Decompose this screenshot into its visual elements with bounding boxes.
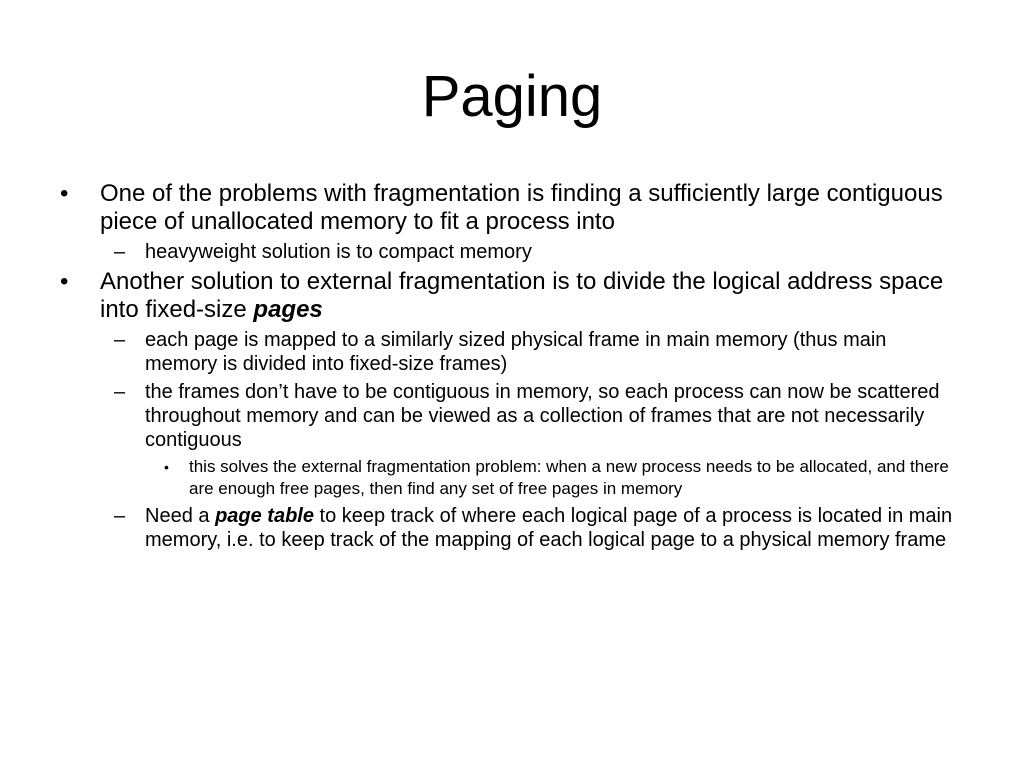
subsubbullet-external-fragmentation-solved [164,456,964,500]
dash-marker: – [114,505,126,527]
dash-marker: – [114,381,126,403]
bullet-marker: • [164,459,169,475]
subbullet-text: heavyweight solution is to compact memory [145,241,532,263]
subbullet-non-contiguous-frames [114,380,960,452]
bullet-marker: • [60,180,69,207]
dash-marker: – [114,329,126,351]
subbullet-text: the frames don’t have to be contiguous in memory, so each process can now be scattered throughout memory and can be viewed as a collection of frames that are not necessarily contiguous [145,381,940,451]
dash-marker: – [114,241,126,263]
slide-title: Paging [421,64,603,129]
subbullet-page-table [114,504,960,552]
bullet-text: Another solution to external fragmentation is to divide the logical address space into fixed-size [100,268,944,323]
bullet-fragmentation-problem [60,180,970,236]
subbullet-page-frame-mapping [114,328,960,376]
subbullet-compact-memory [114,240,960,264]
emphasis-page-table: page table [215,505,314,527]
slide-body [0,180,1024,556]
subbullet-text-prefix: Need a [145,505,216,527]
subsubbullet-text: this solves the external fragmentation problem: when a new process needs to be allocated, and there are enough free pages, then find any set of free pages in memory [189,457,949,498]
bullet-fixed-size-pages [60,268,970,324]
emphasis-pages: pages [253,296,323,323]
bullet-marker: • [60,268,69,295]
subbullet-text: each page is mapped to a similarly sized physical frame in main memory (thus main memory is divided into fixed-size frames) [145,329,887,375]
subbullet-text-suffix: to keep track of where each logical page of a process is located in main memory, i.e. to keep track of the mapping of each logical page to a physical memory frame [145,505,953,551]
bullet-text: One of the problems with fragmentation is finding a sufficiently large contiguous piece of unallocated memory to fit a process into [100,180,943,235]
